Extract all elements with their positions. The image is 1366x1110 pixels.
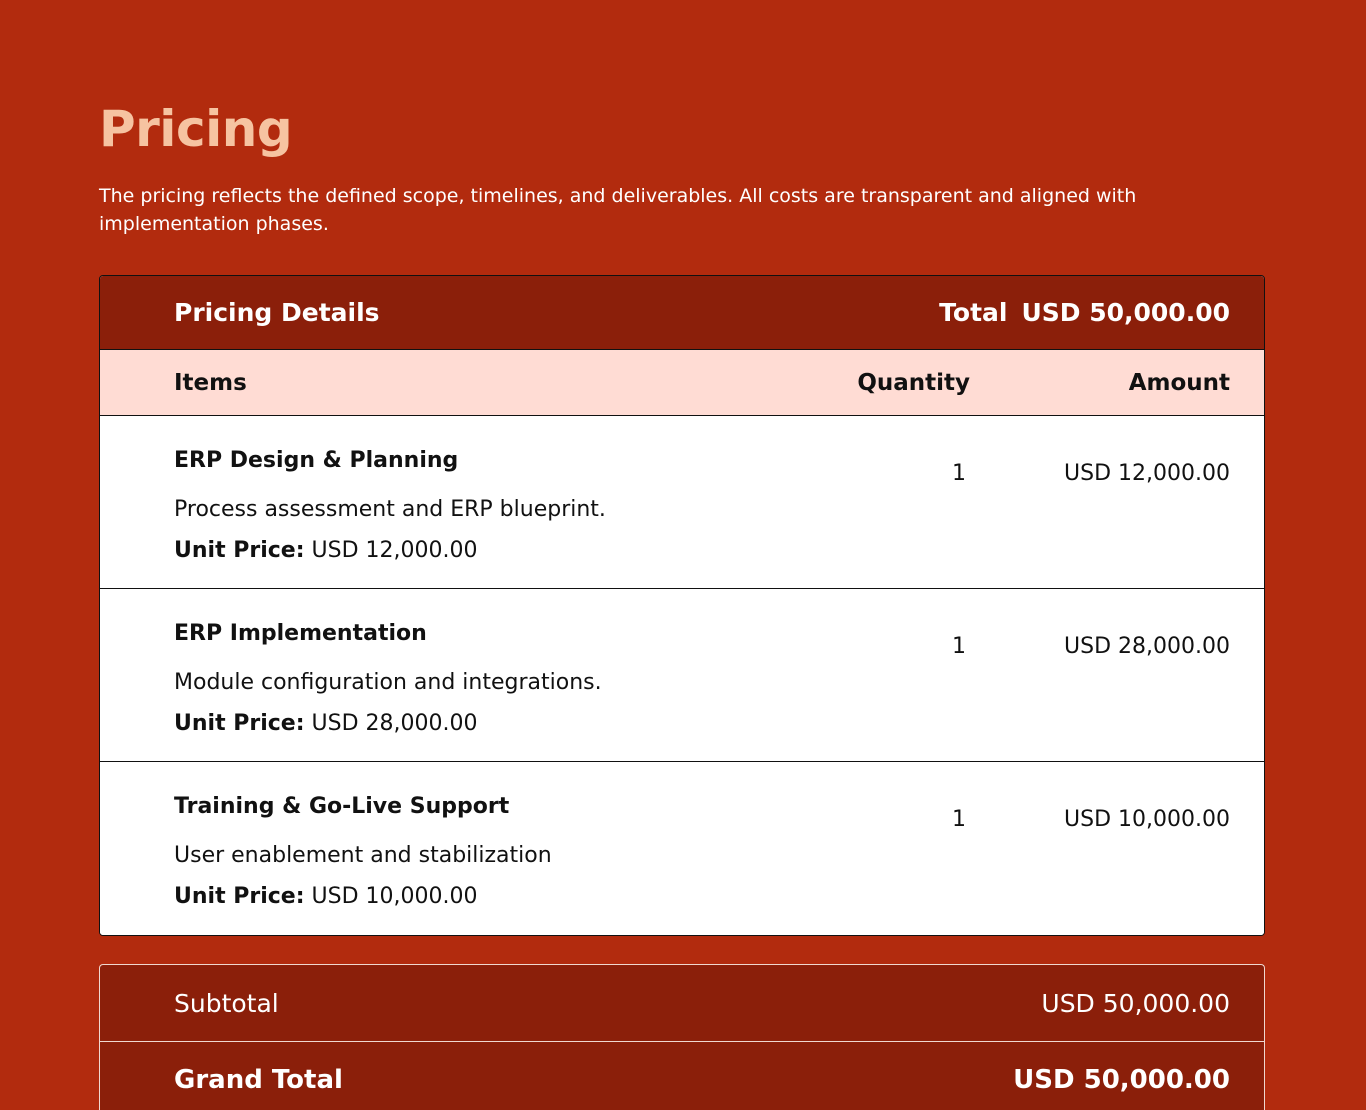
unit-price-label: Unit Price: — [174, 884, 305, 909]
totals-summary — [99, 964, 1265, 1110]
subtotal-row — [100, 965, 1264, 1041]
row-item-details — [174, 619, 820, 761]
grand-total-row — [100, 1041, 1264, 1110]
subtotal-label: Subtotal — [174, 988, 279, 1018]
item-quantity: 1 — [952, 807, 966, 832]
item-amount: USD 28,000.00 — [1064, 634, 1230, 659]
column-header-quantity: Quantity — [857, 369, 970, 396]
header-total-label: Total — [939, 298, 1008, 327]
grand-total-value: USD 50,000.00 — [1013, 1064, 1230, 1095]
subtotal-value: USD 50,000.00 — [1041, 988, 1230, 1018]
table-row — [100, 762, 1264, 935]
grand-total-label: Grand Total — [174, 1064, 343, 1095]
item-description: Process assessment and ERP blueprint. — [174, 497, 606, 522]
item-amount: USD 12,000.00 — [1064, 461, 1230, 486]
item-unit-price — [174, 709, 820, 739]
item-name: Training & Go-Live Support — [174, 794, 510, 819]
unit-price-value: USD 10,000.00 — [311, 884, 478, 909]
unit-price-label: Unit Price: — [174, 538, 305, 563]
item-amount: USD 10,000.00 — [1064, 807, 1230, 832]
item-unit-price — [174, 536, 820, 566]
row-item-details — [174, 446, 820, 588]
header-total-value: USD 50,000.00 — [1021, 298, 1230, 327]
unit-price-value: USD 28,000.00 — [311, 711, 478, 736]
item-quantity: 1 — [952, 634, 966, 659]
unit-price-value: USD 12,000.00 — [311, 538, 478, 563]
pricing-details-heading: Pricing Details — [174, 298, 380, 327]
item-description: Module configuration and integrations. — [174, 670, 602, 695]
intro-text: The pricing reflects the defined scope, timelines, and deliverables. All costs are transparent and aligned with implementation phases. — [99, 185, 1137, 235]
table-row — [100, 416, 1264, 589]
item-quantity: 1 — [952, 461, 966, 486]
item-name: ERP Design & Planning — [174, 448, 459, 473]
item-description: User enablement and stabilization — [174, 843, 552, 868]
column-headers — [100, 350, 1264, 416]
table-row — [100, 589, 1264, 762]
column-header-amount: Amount — [1128, 369, 1230, 396]
header-total — [939, 298, 1230, 327]
column-header-items: Items — [174, 369, 247, 396]
pricing-section — [99, 98, 1265, 1110]
page-title: Pricing — [99, 100, 293, 158]
item-unit-price — [174, 882, 820, 912]
item-name: ERP Implementation — [174, 621, 427, 646]
pricing-table — [99, 275, 1265, 936]
pricing-table-header — [100, 276, 1264, 350]
unit-price-label: Unit Price: — [174, 711, 305, 736]
row-item-details — [174, 792, 820, 935]
